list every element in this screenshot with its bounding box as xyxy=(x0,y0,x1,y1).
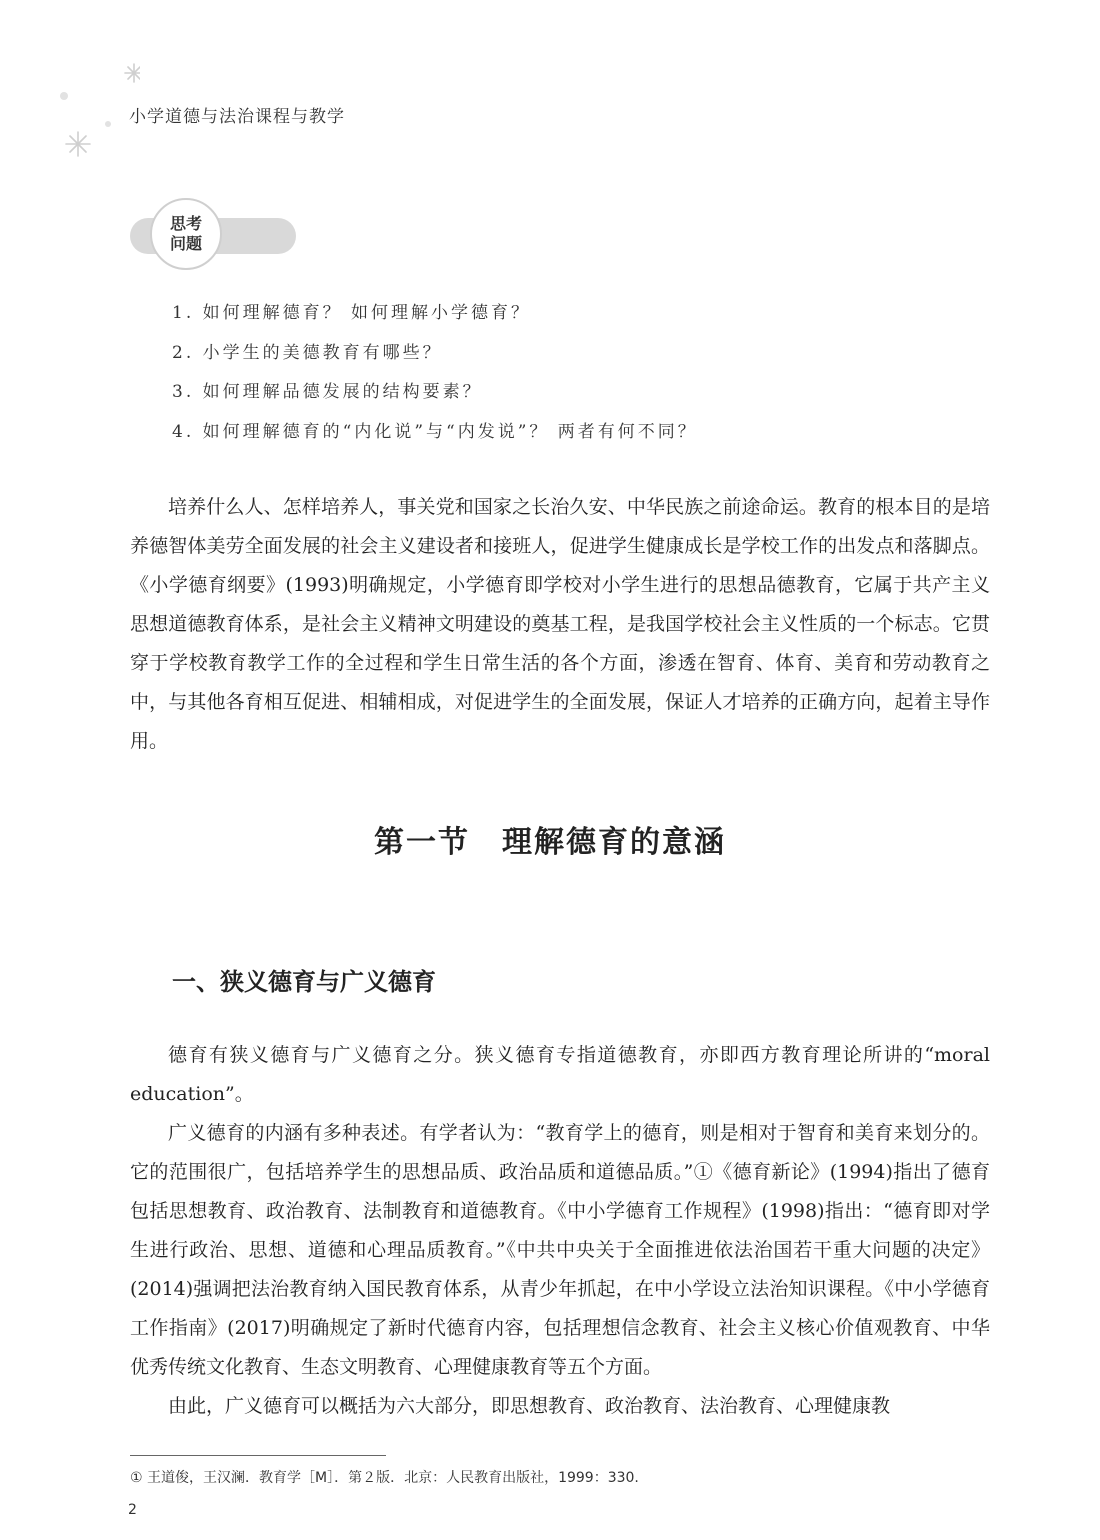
think-box-badge xyxy=(150,198,222,270)
intro-paragraph: 培养什么人、怎样培养人，事关党和国家之长治久安、中华民族之前途命运。教育的根本目的是培养德智体美劳全面发展的社会主义建设者和接班人，促进学生健康成长是学校工作的出发点和落脚点。《小学德育纲要》(1993)明确规定，小学德育即学校对小学生进行的思想品德教育，它属于共产主义思想道德教育体系，是社会主义精神文明建设的奠基工程，是我国学校社会主义性质的一个标志。它贯穿于学校教育教学工作的全过程和学生日常生活的各个方面，渗透在智育、体育、美育和劳动教育之中，与其他各育相互促进、相辅相成，对促进学生的全面发展，保证人才培养的正确方向，起着主导作用。 xyxy=(130,496,990,752)
subsection-title: 一、狭义德育与广义德育 xyxy=(172,968,436,996)
footnote: ① 王道俊，王汉澜．教育学［M］．第２版．北京：人民教育出版社，1999：330. xyxy=(130,1470,639,1486)
page-number: 2 xyxy=(128,1502,137,1518)
think-box-label-line1: 思考 xyxy=(169,214,202,233)
snowflake-icon xyxy=(50,60,140,160)
think-box-label-line2: 问题 xyxy=(169,234,202,253)
body-paragraph: 德育有狭义德育与广义德育之分。狭义德育专指道德教育，亦即西方教育理论所讲的“moral education”。 xyxy=(130,1044,990,1105)
section-title: 第一节 理解德育的意涵 xyxy=(374,825,726,860)
question-item: 1. 如何理解德育？ 如何理解小学德育？ xyxy=(172,303,532,323)
body-paragraph: 由此，广义德育可以概括为六大部分，即思想教育、政治教育、法治教育、心理健康教 xyxy=(168,1395,891,1417)
question-item: 2. 小学生的美德教育有哪些？ xyxy=(172,343,443,363)
question-item: 4. 如何理解德育的“内化说”与“内发说”？ 两者有何不同？ xyxy=(172,422,698,442)
body-paragraph: 广义德育的内涵有多种表述。有学者认为：“教育学上的德育，则是相对于智育和美育来划分的。它的范围很广，包括培养学生的思想品质、政治品质和道德品质。”①《德育新论》(1994)指出了德育包括思想教育、政治教育、法制教育和道德教育。《中小学德育工作规程》(1998)指出：“德育即对学生进行政治、思想、道德和心理品质教育。”《中共中央关于全面推进依法治国若干重大问题的决定》(2014)强调把法治教育纳入国民教育体系，从青少年抓起，在中小学设立法治知识课程。《中小学德育工作指南》(2017)明确规定了新时代德育内容，包括理想信念教育、社会主义核心价值观教育、中华优秀传统文化教育、生态文明教育、心理健康教育等五个方面。 xyxy=(130,1122,990,1378)
footnote-divider xyxy=(130,1455,386,1456)
running-title: 小学道德与法治课程与教学 xyxy=(129,107,345,127)
question-item: 3. 如何理解品德发展的结构要素？ xyxy=(172,382,483,402)
